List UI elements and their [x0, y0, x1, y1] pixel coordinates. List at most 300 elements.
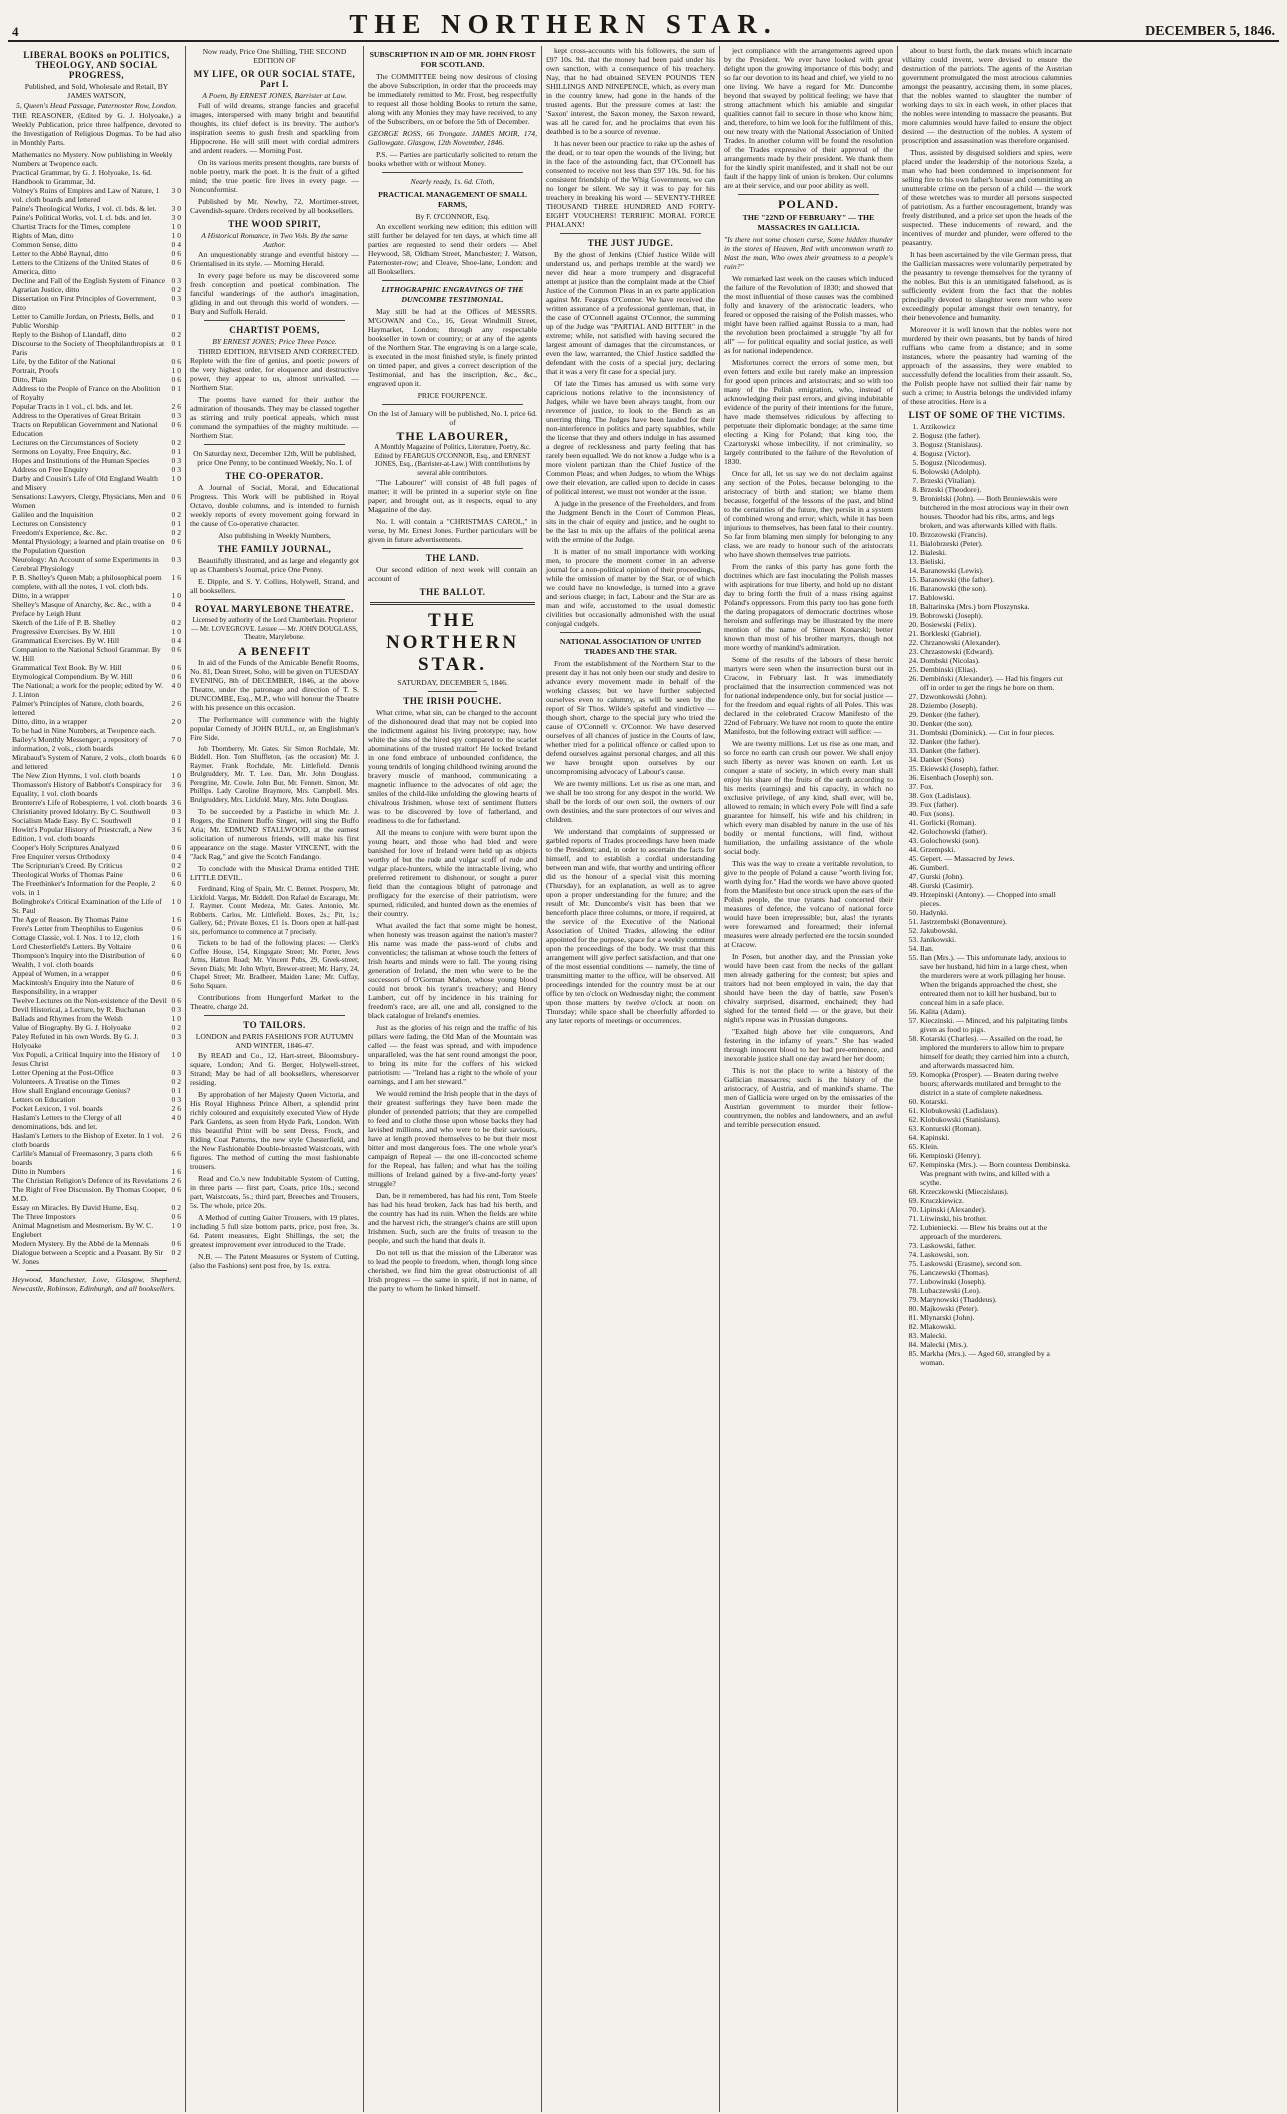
- book-price: 6 0: [171, 753, 181, 762]
- book-entry: [12, 1212, 181, 1221]
- book-title: Sermons on Loyalty, Free Enquiry, &c.: [12, 447, 132, 456]
- book-price: 0 2: [171, 510, 181, 519]
- article-paragraph: This is not the place to write a history of the Gallician massacres; such is the history of the aristocracy, of Austria, and of mankind's shame. The men of Gallicia were urged on by the emissaries of the Austrian government to murder their fellow-countrymen, the nobles and landowners, and an awful and terrible persecution ensued.: [724, 1066, 893, 1129]
- victim-entry: 14. Baranowski (Lewis).: [920, 566, 1072, 575]
- book-title: To be had in Nine Numbers, at Twopence each.: [12, 726, 156, 735]
- books-intro: THE REASONER, (Edited by G. J. Holyoake,) a Weekly Publication, price three halfpence, devoted to the Investigation of Religious Dogmas. To be had also in Monthly Parts.: [12, 111, 181, 147]
- ad-text: The poems have earned for their author the admiration of thousands. They may be classed together as stirring and truly poetical appeals, which must command the sympathies of the mighty multitude. — Northern Star.: [190, 395, 359, 440]
- book-price: 4 0: [171, 681, 181, 690]
- victim-entry: 6. Bolowski (Adolph).: [920, 467, 1072, 476]
- book-price: 0 2: [171, 1023, 181, 1032]
- notice-text: Nearly ready, 1s. 6d. Cloth,: [410, 177, 495, 186]
- article-paragraph: ject compliance with the arrangements agreed upon by the President. We ever have looked with great delight upon the growing importance of this body; and so far our devotion to its head and chief, we yield to no one living. We have a regard for Mr. Duncombe beyond that swayed by political feeling; we have that strong attachment which his amiable and singular qualities cannot fail to secure in those who know him; and, therefore, to him we look for the fulfilment of this, our new treaty with the National Association of United Trades. In another column will be found the resolution of the Trades expressive of their approval of the arrangements made by their president. We thank them for the kindly spirit manifested, and it shall not be our fault if the happy link of union is broken. Our columns are at their service, and our poor ability as well.: [724, 46, 893, 190]
- book-entry: [12, 1131, 181, 1149]
- victim-list: [902, 422, 1072, 1367]
- book-entry: [12, 726, 181, 735]
- article-body: [902, 46, 1072, 406]
- book-title: Animal Magnetism and Mesmerism. By W. C. Englebert: [12, 1221, 154, 1239]
- ad-heading: THE WOOD SPIRIT,: [228, 219, 321, 229]
- victim-entry: 15. Baranowski (the father).: [920, 575, 1072, 584]
- divider: [370, 602, 535, 605]
- book-title: Lord Chesterfield's Letters. By Voltaire: [12, 942, 132, 951]
- book-price: 0 6: [171, 942, 181, 951]
- book-entry: [12, 528, 181, 537]
- victim-entry: 40. Fux (sons).: [920, 809, 1072, 818]
- book-entry: [12, 645, 181, 663]
- book-price: 1 0: [171, 1221, 181, 1230]
- book-title: Socialism Made Easy. By C. Southwell: [12, 816, 132, 825]
- book-entry: [12, 204, 181, 213]
- book-title: Christianity proved Idolatry. By C. Southwell: [12, 807, 151, 816]
- article-heading: POLAND.: [778, 197, 839, 211]
- book-entry: [12, 231, 181, 240]
- book-title: Cooper's Holy Scriptures Analyzed: [12, 843, 120, 852]
- ad-subheading: A Monthly Magazine of Politics, Literature, Poetry, &c. Edited by FEARGUS O'CONNOR, Esq., and ERNEST JONES, Esq., (Barrister-at-Law.) With contributions by several able contributors.: [374, 443, 531, 477]
- victim-entry: 69. Kruczkiewicz.: [920, 1196, 1072, 1205]
- book-price: 1 0: [171, 366, 181, 375]
- book-price: 0 2: [171, 1077, 181, 1086]
- book-title: Free Enquirer versus Orthodoxy: [12, 852, 111, 861]
- book-price: 0 6: [171, 537, 181, 546]
- book-title: Mirabaud's System of Nature, 2 vols., cloth boards and lettered: [12, 753, 167, 771]
- book-entry: [12, 249, 181, 258]
- ad-text: The COMMITTEE being now desirous of closing the above Subscription, in order that the proceeds may be immediately remitted to Mr. Frost, beg respectfully to request all those holding Books to return the same, along with any Monies they may have received, to any of the Subscribers, on or before the 5th of December.: [368, 72, 537, 126]
- book-title: Sensations: Lawyers, Clergy, Physicians, Men and Women: [12, 492, 166, 510]
- victim-entry: 67. Kempinska (Mrs.). — Born countess Dembinska. Was pregnant with twins, and killed with a scythe.: [920, 1160, 1072, 1187]
- book-entry: [12, 870, 181, 879]
- book-entry: [12, 1203, 181, 1212]
- book-title: Ditto, Plain: [12, 375, 48, 384]
- victim-entry: 19. Bobrowski (Joseph).: [920, 611, 1072, 620]
- article-paragraph: In Posen, but another day, and the Prussian yoke would have been cast from the necks of the gallant men already gathering for the contest; but spies and traitors had not been employed in vain, the day that should have been the day of battle, saw Posen's chivalry surprised, disarmed, enchained; they had sighed for the tented field — or the grave, but their night's repose was in Prussian dungeons.: [724, 952, 893, 1024]
- article-paragraph: This was the way to create a veritable revolution, to give to the people of Poland a cause "worth living for, worth dying for." Had the words we have above quoted from the Manifesto but once struck upon the ears of the Polish people, the true tyrants had concerted their measures of defence, the volcano of national force would have been irrepressible; but, alas! the tyrants were forewarned and forearmed; their infernal measures were already perfected ere the tocsin sounded at Cracow.: [724, 859, 893, 949]
- book-entry: [12, 222, 181, 231]
- book-title: Grammatical Exercises. By W. Hill: [12, 636, 120, 645]
- book-entry: [12, 420, 181, 438]
- book-entry: [12, 1185, 181, 1203]
- ad-text: An excellent working new edition; this edition will still further be delayed for ten days, at which time all parties are requested to send their orders — Abel Heywood, 58, Oldham Street, Manchester; J. Watson, Paternoster-row; and Cleave, Shoe-lane, London: and all Booksellers.: [368, 222, 537, 276]
- book-entry: [12, 798, 181, 807]
- book-title: Sketch of the Life of P. B. Shelley: [12, 618, 116, 627]
- book-title: Decline and Fall of the English System of Finance: [12, 276, 166, 285]
- book-title: Address on Free Enquiry: [12, 465, 89, 474]
- book-price: 0 6: [171, 357, 181, 366]
- article-paragraph: "Exalted high above her vile conquerors, And festering in the infamy of years." She has waded through innocent blood to her bad pre-eminence, and inexorable justice shall one day award her her doom;: [724, 1027, 893, 1063]
- victim-entry: 42. Golochowski (father).: [920, 827, 1072, 836]
- victim-entry: 4. Bogusz (Victor).: [920, 449, 1072, 458]
- book-title: The Christian Religion's Defence of its Revelations: [12, 1176, 169, 1185]
- book-title: The National; a work for the people; edited by W. J. Linton: [12, 681, 163, 699]
- victim-entry: 51. Jastrzembski (Bonaventure).: [920, 917, 1072, 926]
- ad-text: Our second edition of next week will contain an account of: [368, 565, 537, 583]
- book-title: The Age of Reason. By Thomas Paine: [12, 915, 129, 924]
- divider: [204, 1015, 345, 1016]
- article-paragraph: Dan, be it remembered, has had his rent, Tom Steele has had his head broken, Jack has had his berth, and the country has had its ruin. When the fields are white and the harvest rich, the stranger's chains are still upon Irishmen. Such, such are the fruits of treason to the people, and such the hand that deals it.: [368, 1191, 537, 1245]
- book-entry: [12, 1239, 181, 1248]
- book-title: Devil Historical, a Lecture, by R. Buchanan: [12, 1005, 146, 1014]
- article-body: [724, 46, 893, 190]
- masthead: [8, 6, 1279, 42]
- ad-heading: MY LIFE, OR OUR SOCIAL STATE, Part I.: [193, 69, 356, 89]
- book-title: Handbook to Grammar, 3d.: [12, 177, 96, 186]
- victim-entry: 53. Janikowski.: [920, 935, 1072, 944]
- divider: [204, 320, 345, 321]
- article-paragraph: about to burst forth, the dark means which incarnate villainy could invent, were devised to ensure the destruction of the patriots. The agents of the Austrian government promulgated the most atrocious calumnies amongst the peasantry, accusing them, in some places, that the nobles wanted to slaughter the number of working days to six in each week, in other places that the nobles were intending to massacre the peasants. But more calumnies would have failed to ensure the object desired — the destruction of the nobles. A system of proscription and assassination was therefore organised.: [902, 46, 1072, 145]
- article-body: [546, 659, 715, 1025]
- book-price: 0 2: [171, 1203, 181, 1212]
- ad-text: On its various merits present thoughts, rare bursts of noble poetry, mark the poet. It is the fruit of a gifted mind; the true poetic fire lives in every page. — Nonconformist.: [190, 158, 359, 194]
- ad-text: A Journal of Social, Moral, and Educational Progress. This Work will be published in Royal Octavo, double columns, and is intended to furnish weekly reports of every movement going forward in the cause of Co-operative character.: [190, 483, 359, 528]
- victim-entry: 74. Laskowski, son.: [920, 1250, 1072, 1259]
- book-price: 2 6: [171, 1104, 181, 1113]
- book-title: Modern Mystery. By the Abbé de la Mennais: [12, 1239, 150, 1248]
- article-body: [546, 250, 715, 628]
- book-price: 0 3: [171, 1005, 181, 1014]
- ad-text: P.S. — Parties are particularly solicited to return the books whether with or without Money.: [368, 150, 537, 168]
- ad-text: "The Labourer" will consist of 48 full pages of matter; it will be printed in a superior style on fine paper; and brought out, as it respects, equal to any Magazine of the day.: [368, 478, 537, 514]
- editorial-dateline: SATURDAY, DECEMBER 5, 1846.: [397, 678, 508, 687]
- book-price: 0 3: [171, 1068, 181, 1077]
- victim-entry: 83. Malecki.: [920, 1331, 1072, 1340]
- book-entry: [12, 735, 181, 753]
- ad-text: An unquestionably strange and eventful history — Orientalised in its style. — Morning Herald.: [190, 250, 359, 268]
- book-price: 0 6: [171, 978, 181, 987]
- ad-heading: THE LABOURER,: [396, 429, 509, 443]
- book-price: 1 6: [171, 1167, 181, 1176]
- book-title: Essay on Miracles. By David Hume, Esq.: [12, 1203, 139, 1212]
- book-price: 3 0: [171, 186, 181, 195]
- book-title: Haslam's Letters to the Clergy of all denominations, bds. and let.: [12, 1113, 122, 1131]
- book-title: Palmer's Principles of Nature, cloth boards, lettered: [12, 699, 144, 717]
- book-entry: [12, 753, 181, 771]
- victim-entry: 3. Bogusz (Stanislaus).: [920, 440, 1072, 449]
- book-title: Reply to the Bishop of Llandaff, ditto: [12, 330, 127, 339]
- book-price: 0 4: [171, 240, 181, 249]
- book-entry: [12, 1113, 181, 1131]
- article-paragraph: From the ranks of this party has gone forth the doctrines which are fast inoculating the Polish masses with aspirations for true liberty, and hold up no distant day to bring forth the fruit of a mass rising against Poland's oppressors. From this party too has gone forth the daring propagators of democratic doctrines whose heroism and sufferings may be illustrated by the mere mention of the name of Simeon Konarski; better known than most of his brother martyrs, though not more worthy of mankind's admiration.: [724, 562, 893, 652]
- ad-text: A Method of cutting Gaiter Trousers, with 19 plates, including 5 full size bottom parts, price, post free, 3s. 6d. Patent measures, Eight Shillings, the set; the greatest improvement ever introduced to the Trade.: [190, 1213, 359, 1249]
- ad-text: E. Dipple, and S. Y. Collins, Holywell, Strand, and all booksellers.: [190, 577, 359, 595]
- article-paragraph: From the establishment of the Northern Star to the present day it has not only been our study and desire to advance every movement made in behalf of the working classes; but we have further subjected ourselves even to calumny, as will be seen by the report of Sir Thos. Wilde's spiteful and vindictive — though short, charge to the special jury who tried the cause of O'Connell v. O'Connor. We have deserved ourselves of all chances of justice in the Courts of law, whether tried for a political offence or called upon to defend ourselves against personal charges, and all this we have brought upon ourselves by our uncompromising advocacy of Labour's cause.: [546, 659, 715, 776]
- article-verse: "Is there not some chosen curse, Some hidden thunder in the stores of Heaven, Red with uncommon wrath to blast the man, Who owes their greatness to a people's ruin?": [724, 235, 893, 271]
- book-entry: [12, 411, 181, 420]
- column-2: [186, 46, 364, 2112]
- article-paragraph: Moreover it is well known that the nobles were not murdered by their own peasants, but by bands of hired ruffians who came from a distance; and in some instances, where the peasantry had warning of the approach of the assassins, they were enabled to successfully defend the localities from their assault. So, the Polish people have not sullied their fair name by such a crime; to Austria belongs the undivided infamy of these atrocities. Here is a: [902, 325, 1072, 406]
- divider: [738, 194, 879, 195]
- book-entry: [12, 465, 181, 474]
- book-title: Hopes and Institutions of the Human Species: [12, 456, 150, 465]
- book-entry: [12, 681, 181, 699]
- book-price: 7 0: [171, 735, 181, 744]
- book-entry: [12, 672, 181, 681]
- article-paragraph: Of late the Times has amused us with some very capricious notions relative to the inconsistency of Judges, while we have been always taught, from our reverence of justice, to look to the Bench as an unerring thing. The Judges have been lauded for their non-interference in politics and party squabbles, while the license that they and others indulge in has assumed a degree of recklessness and party feeling that has rarely been equalled. We do not know a Judge who is a more violent partizan than the Chief Justice of the Common Pleas; and when Judges, to whom the Whigs owe their elevation, are called upon to decide in cases of political interest, we must not wonder at the issue.: [546, 379, 715, 496]
- book-entry: [12, 996, 181, 1005]
- book-title: How shall England encourage Genius?: [12, 1086, 131, 1095]
- book-title: Lectures on the Circumstances of Society: [12, 438, 139, 447]
- book-title: Neurology: An Account of some Experiments in Cerebral Physiology: [12, 555, 159, 573]
- ad-text: By approbation of her Majesty Queen Victoria, and His Royal Highness Prince Albert, a splendid print richly coloured and exquisitely executed View of Hyde Park Gardens, as seen from Hyde Park, London. With this beautiful Print will be sent Dress, Frock, and Riding Coat Patterns, the new style Chesterfield, and the New Fashionable Double-breasted Waistcoats, with figures. The method of cutting the most fashionable trousers.: [190, 1090, 359, 1171]
- book-entry: [12, 492, 181, 510]
- book-title: Frere's Letter from Theophilus to Eugenius: [12, 924, 143, 933]
- book-price: 0 2: [171, 438, 181, 447]
- notice-text: Also publishing in Weekly Numbers,: [218, 531, 331, 540]
- victim-entry: 38. Gox (Ladislaus).: [920, 791, 1072, 800]
- victim-entry: 24. Dombski (Nicolas).: [920, 656, 1072, 665]
- book-entry: [12, 1104, 181, 1113]
- book-entry: [12, 627, 181, 636]
- book-title: Grammatical Text Book. By W. Hill: [12, 663, 122, 672]
- book-entry: [12, 177, 181, 186]
- book-entry: [12, 807, 181, 816]
- article-heading: THE IRISH POUCHE.: [403, 696, 502, 706]
- book-entry: [12, 915, 181, 924]
- article-paragraph: What availed the fact that some might be honest, when honesty was treason against the nation's master? His name was made the pass-word of clubs and conventicles; the talisman at whose touch the fetters of Irish hearts and minds were to fall. The young rising generation of Ireland, the men who were to be the successors of O'Gorman Mahon, whose young blood could not brook his tyrant's treachery; and Henry Lambert, cut off by incidence in his training for freedom's race, are all, one and all, consigned to the black catalogue of Ireland's enemies.: [368, 921, 537, 1020]
- book-entry: [12, 1086, 181, 1095]
- book-entry: [12, 1032, 181, 1050]
- book-title: Theological Works of Thomas Paine: [12, 870, 123, 879]
- book-price: 6 0: [171, 879, 181, 888]
- book-title: Howitt's Popular History of Priestcraft, a New Edition, 1 vol. cloth boards: [12, 825, 153, 843]
- ad-text: The Performance will commence with the highly popular Comedy of JOHN BULL, or, an Englishman's Fire Side.: [190, 714, 359, 742]
- editorial-masthead: THE NORTHERN STAR.: [385, 610, 520, 675]
- ad-heading: SUBSCRIPTION IN AID OF MR. JOHN FROST FOR SCOTLAND.: [369, 50, 536, 69]
- book-entry: [12, 1077, 181, 1086]
- victim-entry: 7. Brzeski (Vitalian).: [920, 476, 1072, 485]
- book-title: Dialogue between a Sceptic and a Peasant. By Sir W. Jones: [12, 1248, 164, 1266]
- columns: [8, 46, 1279, 2112]
- article-paragraph: What crime, what sin, can be charged to the account of the dishonoured dead that may not be copied into the indictment against his living prototype; nay, how white the sins of the hired spy compared to the scarlet abominations of the trusted traitor! He locked Ireland in one fond embrace of unbounded confidence, the young tendrils of longing childhood twining around the bravery muscle of manhood, communicating a magnetic influence to the advocates of old age; the smiles of the child-like unfolding the glowing hearts of chivalrous Irishmen, whose text of sentiment flutters was to be discovered by love of fatherland, and readiness to die for fatherland.: [368, 708, 537, 825]
- book-title: Cottage Classic, vol. I. Nos. 1 to 12, cloth: [12, 933, 140, 942]
- book-entry: [12, 843, 181, 852]
- ad-text: To conclude with the Musical Drama entitled THE LITTLE DEVIL.: [190, 864, 359, 882]
- book-entry: [12, 276, 181, 285]
- victim-entry: 29. Denker (the father).: [920, 710, 1072, 719]
- book-price: 0 3: [171, 465, 181, 474]
- victim-entry: 71. Litwinski, his brother.: [920, 1214, 1072, 1223]
- victim-entry: 13. Bieliski.: [920, 557, 1072, 566]
- book-price: 0 1: [171, 339, 181, 348]
- ad-text: N.B. — The Patent Measures or System of Cutting, (also the Fashions) sent post free, by 1s. extra.: [190, 1252, 359, 1270]
- divider: [560, 233, 701, 234]
- column-4: [542, 46, 720, 2112]
- book-entry: [12, 384, 181, 402]
- ad-subheading: Licensed by authority of the Lord Chamberlain. Proprietor — Mr. LOVEGROVE. Lessee — Mr. JOHN DOUGLASS, Theatre, Marylebone.: [191, 616, 358, 641]
- book-entry: [12, 447, 181, 456]
- book-price: 0 6: [171, 924, 181, 933]
- book-title: Companion to the National School Grammar. By W. Hill: [12, 645, 161, 663]
- ad-heading: TO TAILORS.: [243, 1020, 306, 1030]
- book-price: 0 1: [171, 447, 181, 456]
- article-body: [724, 274, 893, 1129]
- book-price: 0 6: [171, 672, 181, 681]
- book-entry: [12, 186, 181, 204]
- book-title: Thomasson's History of Babbott's Conspiracy for Equality, 1 vol. cloth boards: [12, 780, 162, 798]
- ad-heading: CHARTIST POEMS,: [229, 325, 320, 335]
- book-entry: [12, 942, 181, 951]
- victim-entry: 49. Hrzepinski (Antony). — Chopped into small pieces.: [920, 890, 1072, 908]
- column-1: [8, 46, 186, 2112]
- divider: [428, 691, 477, 692]
- book-title: Paine's Theological Works, 1 vol. cl. bds. & let.: [12, 204, 157, 213]
- book-entry: [12, 978, 181, 996]
- victim-entry: 66. Kempinski (Henry).: [920, 1151, 1072, 1160]
- book-price: 0 6: [171, 492, 181, 501]
- article-body: [368, 708, 537, 1293]
- victim-entry: 36. Eisenbach (Joseph) son.: [920, 773, 1072, 782]
- book-entry: [12, 1068, 181, 1077]
- book-entry: [12, 717, 181, 726]
- book-entry: [12, 150, 181, 168]
- book-title: Discourse to the Society of Theophilanthropists at Paris: [12, 339, 165, 357]
- book-price: 3 6: [171, 780, 181, 789]
- book-price: 1 6: [171, 915, 181, 924]
- book-price: 0 1: [171, 519, 181, 528]
- victim-entry: 17. Bablowski.: [920, 593, 1072, 602]
- victim-entry: 11. Bialobrzeski (Peter).: [920, 539, 1072, 548]
- victim-entry: 47. Gurski (John).: [920, 872, 1072, 881]
- ad-text: No. I. will contain a "CHRISTMAS CAROL," in verse, by Mr. Ernest Jones. Further particulars will be given in future advertisements.: [368, 517, 537, 544]
- victim-entry: 27. Dzwonkowski (John).: [920, 692, 1072, 701]
- victim-entry: 73. Laskowski, father.: [920, 1241, 1072, 1250]
- victim-entry: 23. Chrzastowski (Edward).: [920, 647, 1072, 656]
- victim-entry: 60. Kotarski.: [920, 1097, 1072, 1106]
- victim-entry: 46. Gumberl.: [920, 863, 1072, 872]
- divider: [382, 280, 523, 281]
- ad-text: THIRD EDITION, REVISED AND CORRECTED. Replete with the fire of genius, and poetic powers of the very highest order, for eloquence and destructive power, they appear to us, almost unrivalled. — Northern Star.: [190, 347, 359, 392]
- victim-entry: 45. Gepert. — Massacred by Jews.: [920, 854, 1072, 863]
- ad-text: Ferdinand, King of Spain, Mr. C. Bennet. Prospero, Mr. Lickfold. Vargas, Mr. Biddell. Don Rafael de Escaragu, Mr. J. Raymer. Count Medeza, Mr. Gates. Antonio, Mr. Robberts. Carlos, Mr. Littlefield. Boxes, 2s.; Pit, 1s.; Gallery, 6d.; Private Boxes, £1 1s. Doors open at half-past six, performance to commence at 7 precisely.: [190, 885, 359, 936]
- books-heading: LIBERAL BOOKS on POLITICS, THEOLOGY, AND SOCIAL PROGRESS,: [23, 50, 170, 80]
- ad-heading: ROYAL MARYLEBONE THEATRE.: [195, 604, 354, 614]
- victim-entry: 1. Arzikowicz: [920, 422, 1072, 431]
- article-paragraph: Once for all, let us say we do not declaim against any section of the Poles, because belonging to the aristocracy of birth and station; we blame them because, forgetful of the lessons of the past, and blind to the certainties of the future, they persist in a system of combined wrong and error; which, while it has been injurious to themselves, has been fatal to their country. So far from blaming men simply for belonging to any class, we are ready to honour such of the aristocrats who have shown themselves true patriots.: [724, 469, 893, 559]
- book-price: 0 4: [171, 852, 181, 861]
- book-price: 0 6: [171, 870, 181, 879]
- book-entry: [12, 618, 181, 627]
- ad-heading: THE CO-OPERATOR.: [225, 471, 324, 481]
- book-title: Value of Biography. By G. J. Holyoake: [12, 1023, 132, 1032]
- book-price: 1 0: [171, 897, 181, 906]
- ad-text: Tickets to be had of the following places: — Clerk's Coffee House, 154, Kingsgate Street; Mr. Porter, Jews Arms, Hatton Road; Mr. Vincent Pubs, 29, Greek-street; Seven Dials; Mr. John Whytt, Brewer-street; Mr. Harry, 24, Chapel Street; Mr. Bradbeer, Maiden Lane; Mr. Cuffay, Soho Square.: [190, 939, 359, 990]
- book-title: Rights of Man, ditto: [12, 231, 74, 240]
- book-price: 0 2: [171, 285, 181, 294]
- book-price: 1 0: [171, 231, 181, 240]
- book-price: 2 6: [171, 1176, 181, 1185]
- victim-entry: 81. Mlynarski (John).: [920, 1313, 1072, 1322]
- book-list: [12, 150, 181, 1266]
- victim-entry: 79. Marynowski (Thaddeus).: [920, 1295, 1072, 1304]
- book-entry: [12, 663, 181, 672]
- ad-text: Full of wild dreams, strange fancies and graceful images, interspersed with many bright and beautiful thoughts, its chief defect is its brevity. The author's inspiration seems to gush fresh and sparkling from Hippocrene. He will still meet with cordial admirers and ardent readers. — Morning Post.: [190, 101, 359, 155]
- issue-date: DECEMBER 5, 1846.: [1145, 24, 1275, 39]
- divider: [204, 599, 345, 600]
- book-entry: [12, 771, 181, 780]
- book-title: Volney's Ruins of Empires and Law of Nature, 1 vol. cloth boards and lettered: [12, 186, 160, 204]
- book-entry: [12, 213, 181, 222]
- ad-subheading: LONDON and PARIS FASHIONS FOR AUTUMN AND WINTER, 1846-47.: [195, 1032, 354, 1050]
- book-entry: [12, 456, 181, 465]
- book-price: 0 3: [171, 1095, 181, 1104]
- article-paragraph: Do not tell us that the mission of the Liberator was to lead the people to freedom, when, though long since cherished, we find him the great obstructionist of all Irish progress — the same in spirit, if not in name, of the party to whom he linked himself.: [368, 1248, 537, 1293]
- books-publisher: Published, and Sold, Wholesale and Retail, BY JAMES WATSON,: [24, 82, 169, 100]
- victim-entry: 2. Bogusz (the father).: [920, 431, 1072, 440]
- book-title: Address to the People of France on the Abolition of Royalty: [12, 384, 161, 402]
- ad-text: In every page before us may be discovered some fresh conception and poetical combination. The fanciful wanderings of the author's imagination, gliding in and out through this world of wonders. — Bury and Suffolk Herald.: [190, 271, 359, 316]
- section-heading: THE LAND.: [425, 553, 480, 563]
- book-title: Letter Opening at the Post-Office: [12, 1068, 114, 1077]
- book-price: 0 3: [171, 555, 181, 564]
- book-price: 2 0: [171, 717, 181, 726]
- book-entry: [12, 258, 181, 276]
- book-price: 0 6: [171, 1239, 181, 1248]
- book-title: Letters on Education: [12, 1095, 76, 1104]
- book-title: Carlile's Manual of Freemasonry, 3 parts cloth boards: [12, 1149, 153, 1167]
- book-entry: [12, 1176, 181, 1185]
- book-price: 0 3: [171, 456, 181, 465]
- book-title: Bailey's Monthly Messenger; a repository of information, 2 vols., cloth boards: [12, 735, 148, 753]
- victim-entry: 57. Kieczinski. — Minced, and his palpitating limbs given as food to pigs.: [920, 1016, 1072, 1034]
- victim-entry: 68. Krzeczkowski (Mieczislaus).: [920, 1187, 1072, 1196]
- book-price: 0 6: [171, 249, 181, 258]
- book-entry: [12, 897, 181, 915]
- book-entry: [12, 879, 181, 897]
- book-price: 0 6: [171, 969, 181, 978]
- book-price: 0 1: [171, 816, 181, 825]
- article-paragraph: We are twenty millions. Let us rise as one man, and we shall be too strong for any despot in the world. We shall be the lords of our own soil, the owners of our own destinies, and the sure protectors of our wives and children.: [546, 779, 715, 824]
- victim-entry: 33. Danker (the father).: [920, 746, 1072, 755]
- book-entry: [12, 285, 181, 294]
- victim-entry: 58. Kotarski (Charles). — Assailed on the road, he implored the murderers to allow him to prepare himself for death; they carried him into a church, and afterwards massacred him.: [920, 1034, 1072, 1070]
- book-entry: [12, 438, 181, 447]
- book-entry: [12, 1014, 181, 1023]
- ad-subheading: A Poem, By ERNEST JONES, Barrister at Law.: [202, 91, 347, 100]
- ad-heading: LITHOGRAPHIC ENGRAVINGS OF THE DUNCOMBE TESTIMONIAL.: [381, 285, 524, 304]
- book-entry: [12, 375, 181, 384]
- book-price: 0 6: [171, 258, 181, 267]
- book-entry: [12, 1149, 181, 1167]
- victim-entry: 9. Bronielski (John). — Both Broniewskis were butchered in the most atrocious way in their own houses. Theodor had his ribs, arms, and legs broken, and was afterwards killed with flails.: [920, 494, 1072, 530]
- column-6: [898, 46, 1076, 2112]
- book-title: Ditto, ditto, in a wrapper: [12, 717, 88, 726]
- book-title: The Three Impostors: [12, 1212, 76, 1221]
- book-entry: [12, 330, 181, 339]
- book-title: Mathematics no Mystery. Now publishing in Weekly Numbers at Twopence each.: [12, 150, 173, 168]
- newspaper-title: THE NORTHERN STAR.: [349, 9, 778, 39]
- notice-text: On the 1st of January will be published, No. I. price 6d. of: [368, 409, 537, 427]
- victim-entry: 82. Mlakowski.: [920, 1322, 1072, 1331]
- book-price: 0 6: [171, 843, 181, 852]
- article-paragraph: Thus, assisted by disguised soldiers and spies, were placed under the leadership of the notorious Szela, a man who had been condemned to imprisonment for selling fire to his own father's house and committing an unutterable crime on the person of a child — the work of these wretches was to murder all persons suspected of patriotism. As a further encouragement, brandy was freely distributed, and a price set upon the heads of the suspected. These inducements of reward, and the incentives of murder and plunder, were offered to the peasantry.: [902, 148, 1072, 247]
- victim-entry: 18. Baltarinska (Mrs.) born Ploszynska.: [920, 602, 1072, 611]
- book-entry: [12, 474, 181, 492]
- victim-entry: 10. Brzozowski (Francis).: [920, 530, 1072, 539]
- book-title: The Freethinker's Information for the People, 2 vols. in 1: [12, 879, 156, 897]
- divider: [204, 444, 345, 445]
- notice-text: On Saturday next, December 12th, Will be published, price One Penny, to be continued Weekly, No. I. of: [193, 449, 356, 467]
- article-paragraph: By the ghost of Jenkins (Chief Justice Wilde will understand us, and perhaps tremble at the ward) we never did hear a more trumpery and disgraceful attempt at justice than the complaint made at the Chief Justice of the Common Pleas in an ex parte application against Mr. Feargus O'Connor. We have received the written assurance of a professional gentleman, that, in the case of O'Connell against O'Connor, the summing up of the Judge was "PARTIAL AND BITTER" in the extreme; while, not satisfied with having secured the largest amount of damages that the circumstances, or even the law, warranted, the Chief Justice saddled the defendant with the costs of a special jury, declaring that it was a very fit case for a special jury.: [546, 250, 715, 376]
- book-entry: [12, 600, 181, 618]
- book-price: 0 3: [171, 1032, 181, 1041]
- book-entry: [12, 780, 181, 798]
- book-title: Ditto in Numbers: [12, 1167, 66, 1176]
- victim-entry: 41. Gorlicki (Roman).: [920, 818, 1072, 827]
- victim-entry: 21. Borkleski (Gabriel).: [920, 629, 1072, 638]
- book-price: 0 3: [171, 807, 181, 816]
- book-price: 1 0: [171, 474, 181, 483]
- book-entry: [12, 312, 181, 330]
- book-title: Letter to the Abbé Raynal, ditto: [12, 249, 109, 258]
- book-title: The Scripturian's Creed. By Criticus: [12, 861, 123, 870]
